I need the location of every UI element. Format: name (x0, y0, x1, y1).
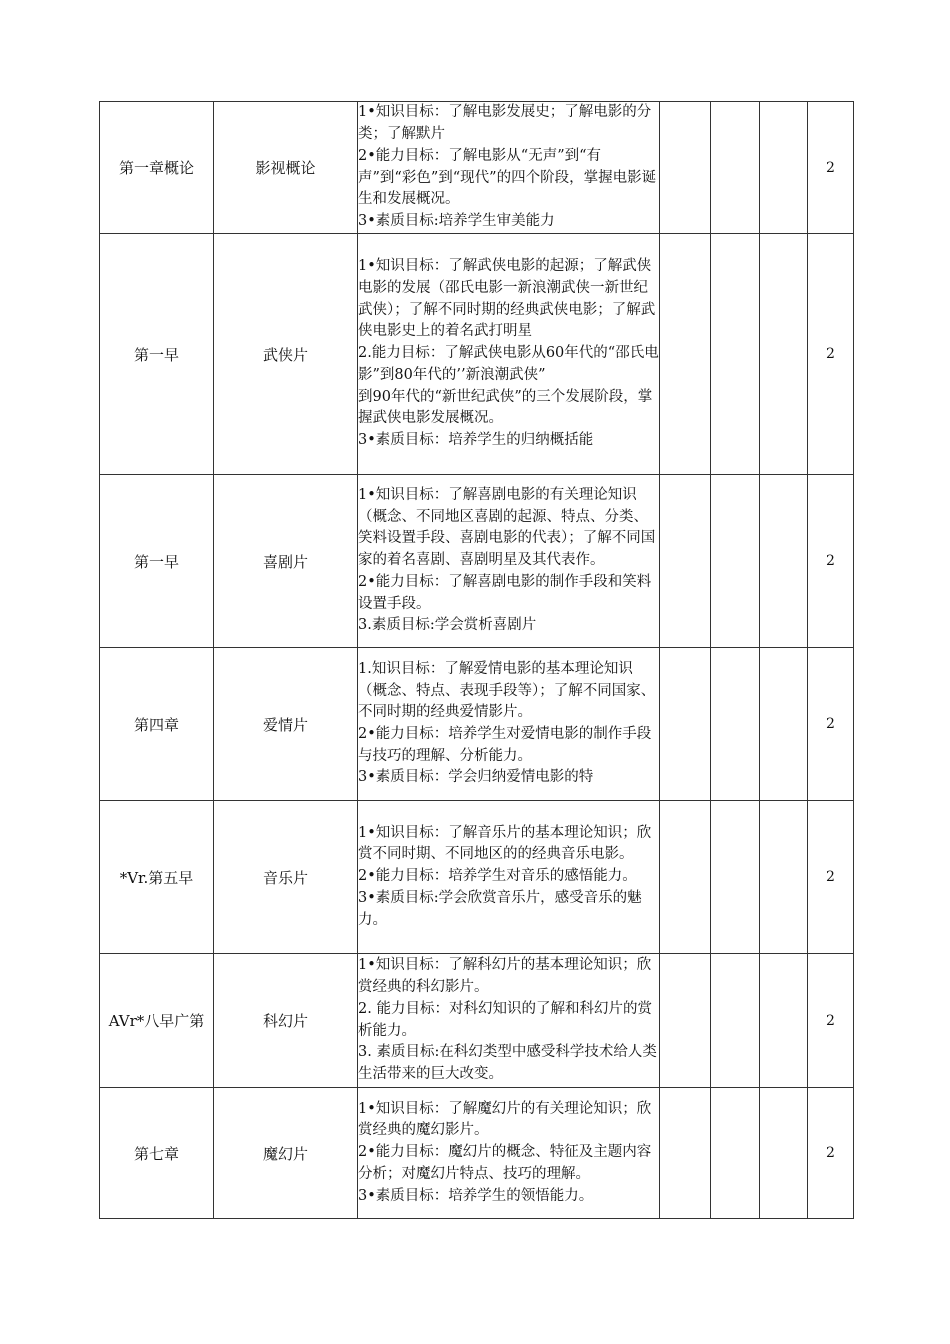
table-row (100, 1088, 854, 1219)
goal-text: 2. 能力目标：对科幻知识的了解和科幻片的赏析能力。 (358, 1000, 652, 1039)
empty-cell (760, 801, 808, 954)
empty-cell (711, 648, 760, 801)
empty-cell (660, 102, 711, 234)
goals-cell (358, 648, 660, 801)
goal-text: 2.能力目标：了解武侠电影从60年代的“邵氏电影”到80年代的’’新浪潮武侠” (358, 345, 659, 383)
chapter-cell: 第一早 (100, 234, 214, 475)
goal-text: 1.知识目标：了解爱情电影的基本理论知识（概念、特点、表现手段等）；了解不同国家、不同时期的经典爱情影片。 (358, 660, 656, 721)
empty-cell (760, 234, 808, 475)
empty-cell (660, 648, 711, 801)
goal-text: 1•知识目标：了解音乐片的基本理论知识；欣赏不同时期、不同地区的的经典音乐电影。 (358, 824, 652, 863)
goal-text: 3•素质目标：培养学生的领悟能力。 (358, 1187, 594, 1204)
goal-text: 3•素质目标:培养学生审美能力 (358, 212, 555, 229)
chapter-cell: 第一早 (100, 475, 214, 648)
goal-text: 3•素质目标：培养学生的归纳概括能 (358, 431, 594, 448)
goals-cell (358, 954, 660, 1088)
goal-text: 3. 素质目标:在科幻类型中感受科学技术给人类生活带来的巨大改变。 (358, 1044, 657, 1082)
table-body (100, 102, 854, 1219)
chapter-cell: 第一章概论 (100, 102, 214, 234)
hours-cell: 2 (808, 475, 854, 648)
goal-text: 1•知识目标：了解魔幻片的有关理论知识；欣赏经典的魔幻影片。 (358, 1100, 652, 1139)
title-cell: 喜剧片 (214, 475, 358, 648)
empty-cell (711, 954, 760, 1088)
goals-cell (358, 801, 660, 954)
table-row (100, 801, 854, 954)
title-cell: 爱情片 (214, 648, 358, 801)
table-row (100, 102, 854, 234)
goal-text: 2•能力目标：培养学生对音乐的感悟能力。 (358, 868, 637, 885)
empty-cell (760, 954, 808, 1088)
goal-text: 3•素质目标:学会欣赏音乐片，感受音乐的魅力。 (358, 889, 642, 928)
chapter-cell: *Vr.第五早 (100, 801, 214, 954)
table-row (100, 234, 854, 475)
chapter-cell: AVr*八早广第 (100, 954, 214, 1088)
goal-text: 2•能力目标：魔幻片的概念、特征及主题内容分析；对魔幻片特点、技巧的理解。 (358, 1144, 652, 1182)
table-row (100, 954, 854, 1088)
title-cell: 魔幻片 (214, 1088, 358, 1219)
goal-text: 1•知识目标：了解科幻片的基本理论知识；欣赏经典的科幻影片。 (358, 957, 652, 996)
empty-cell (660, 1088, 711, 1219)
empty-cell (711, 234, 760, 475)
syllabus-table (99, 101, 854, 1219)
empty-cell (660, 801, 711, 954)
hours-cell: 2 (808, 801, 854, 954)
hours-cell: 2 (808, 102, 854, 234)
empty-cell (760, 648, 808, 801)
empty-cell (660, 234, 711, 475)
goals-cell (358, 102, 660, 234)
goals-cell (358, 475, 660, 648)
goal-text: 3•素质目标：学会归纳爱情电影的特 (358, 769, 594, 786)
hours-cell: 2 (808, 234, 854, 475)
empty-cell (760, 1088, 808, 1219)
table-row (100, 648, 854, 801)
goal-text: 到90年代的“新世纪武侠”的三个发展阶段，掌握武侠电影发展概况。 (358, 388, 653, 427)
chapter-cell: 第四章 (100, 648, 214, 801)
hours-cell: 2 (808, 1088, 854, 1219)
title-cell: 武侠片 (214, 234, 358, 475)
goal-text: 2•能力目标：培养学生对爱情电影的制作手段与技巧的理解、分析能力。 (358, 726, 652, 764)
goals-cell (358, 1088, 660, 1219)
empty-cell (711, 1088, 760, 1219)
empty-cell (711, 102, 760, 234)
title-cell: 影视概论 (214, 102, 358, 234)
empty-cell (711, 801, 760, 954)
goal-text: 3.素质目标:学会赏析喜剧片 (358, 617, 537, 634)
empty-cell (660, 954, 711, 1088)
hours-cell: 2 (808, 954, 854, 1088)
empty-cell (660, 475, 711, 648)
goal-text: 1•知识目标：了解喜剧电影的有关理论知识（概念、不同地区喜剧的起源、特点、分类、笑料设置手段、喜剧电影的代表）；了解不同国家的着名喜剧、喜剧明星及其代表作。 (358, 487, 656, 569)
table-row (100, 475, 854, 648)
title-cell: 音乐片 (214, 801, 358, 954)
goal-text: 1•知识目标：了解电影发展史；了解电影的分类；了解默片 (358, 104, 652, 143)
empty-cell (711, 475, 760, 648)
empty-cell (760, 102, 808, 234)
empty-cell (760, 475, 808, 648)
goals-cell (358, 234, 660, 475)
chapter-cell: 第七章 (100, 1088, 214, 1219)
title-cell: 科幻片 (214, 954, 358, 1088)
goal-text: 2•能力目标：了解喜剧电影的制作手段和笑料设置手段。 (358, 573, 652, 612)
hours-cell: 2 (808, 648, 854, 801)
goal-text: 1•知识目标：了解武侠电影的起源；了解武侠电影的发展（邵氏电影一新浪潮武侠一新世纪武侠）；了解不同时期的经典武侠电影；了解武侠电影史上的着名武打明星 (358, 258, 656, 340)
goal-text: 2•能力目标：了解电影从“无声”到“有声”到“彩色”到“现代”的四个阶段，掌握电影诞生和发展概况。 (358, 147, 657, 208)
